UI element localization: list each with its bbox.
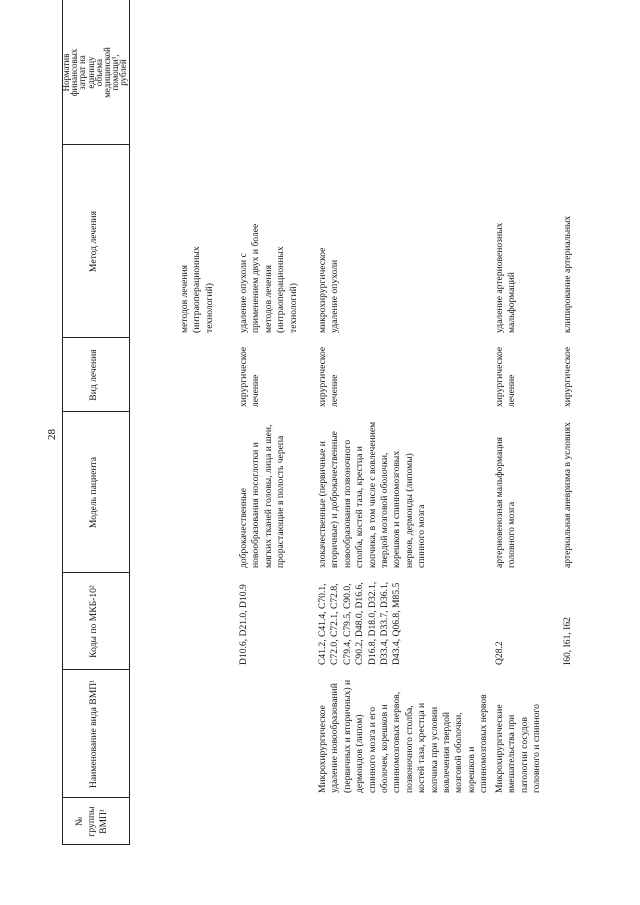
cell-patient-model: доброкачественные новообразования носоглотки и мягких тканей головы, лица и шеи, прорастающие в полость черепа bbox=[238, 424, 287, 568]
cell-mkb-codes: C41.2, C41.4, C70.1, C72.0, C72.1, C72.8, C79.4, C79.5, C90.0, C90.2, D48.0, D16.6, D16.8, D18.0, D32.1, D33.4, D33.7, D36.1, D43.4, Q06.8, M85.5 bbox=[317, 581, 403, 665]
cell-treatment-method: методов лечения (интраоперационных технологий) bbox=[179, 246, 215, 333]
header-patient-model: Модель пациента bbox=[88, 456, 99, 529]
cell-patient-model: злокачественные (первичные и вторичные) и доброкачественные новообразования позвоночного столба, костей таза, крестца и копчика, в том числе с вовлечением твердой мозговой оболочки, корешков и спинномозговых нервов, дермоиды (липомы) спинного мозга bbox=[317, 421, 428, 568]
cell-treatment-method: микрохирургическое удаление опухоли bbox=[317, 247, 341, 333]
cell-treatment-type: хирургическое лечение bbox=[238, 346, 262, 407]
cell-mkb-codes: I60, I61, I62 bbox=[562, 617, 573, 665]
cell-mkb-codes: Q28.2 bbox=[494, 641, 505, 665]
header-treatment-type: Вид лечения bbox=[88, 349, 99, 401]
cell-patient-model: артериовенозная мальформация головного мозга bbox=[494, 437, 518, 568]
cell-treatment-type: хирургическое лечение bbox=[494, 346, 518, 407]
cell-treatment-method: клипирование артериальных bbox=[562, 215, 573, 333]
header-vmp-name: Наименование вида ВМП¹ bbox=[88, 679, 99, 789]
cell-treatment-method: удаление опухоли с применением двух и более методов лечения (интраоперационных технологий) bbox=[238, 223, 299, 333]
header-treatment-method: Метод лечения bbox=[88, 210, 99, 273]
landscape-table-page bbox=[62, 0, 640, 845]
cell-patient-model: артериальная аневризма в условиях bbox=[562, 422, 573, 568]
header-cost-norm: Норматив финансовых затрат на единицу объема медицинской помощи³, рублей bbox=[61, 47, 129, 98]
header-group-no: № группы ВМП¹ bbox=[74, 806, 109, 837]
header-mkb-codes: Коды по МКБ-10² bbox=[88, 585, 99, 658]
cell-treatment-type: хирургическое bbox=[562, 346, 573, 407]
cell-mkb-codes: D10.6, D21.0, D10.9 bbox=[238, 584, 249, 665]
cell-vmp-name: Микрохирургическое удаление новообразований (первичных и вторичных) и дермоидов (липом) спинного мозга и его оболочек, корешков и спинномозговых нервов, позвоночного столба, костей таза, крестца и копчика при условии вовлечения твердой мозговой оболочки, корешков и спинномозговых нервов bbox=[317, 679, 490, 793]
cell-vmp-name: Микрохирургические вмешательства при патологии сосудов головного и спинного bbox=[494, 704, 543, 793]
cell-treatment-method: удаление артериовенозных мальформаций bbox=[494, 222, 518, 333]
page-number: 28 bbox=[46, 429, 58, 440]
cell-treatment-type: хирургическое лечение bbox=[317, 346, 341, 407]
